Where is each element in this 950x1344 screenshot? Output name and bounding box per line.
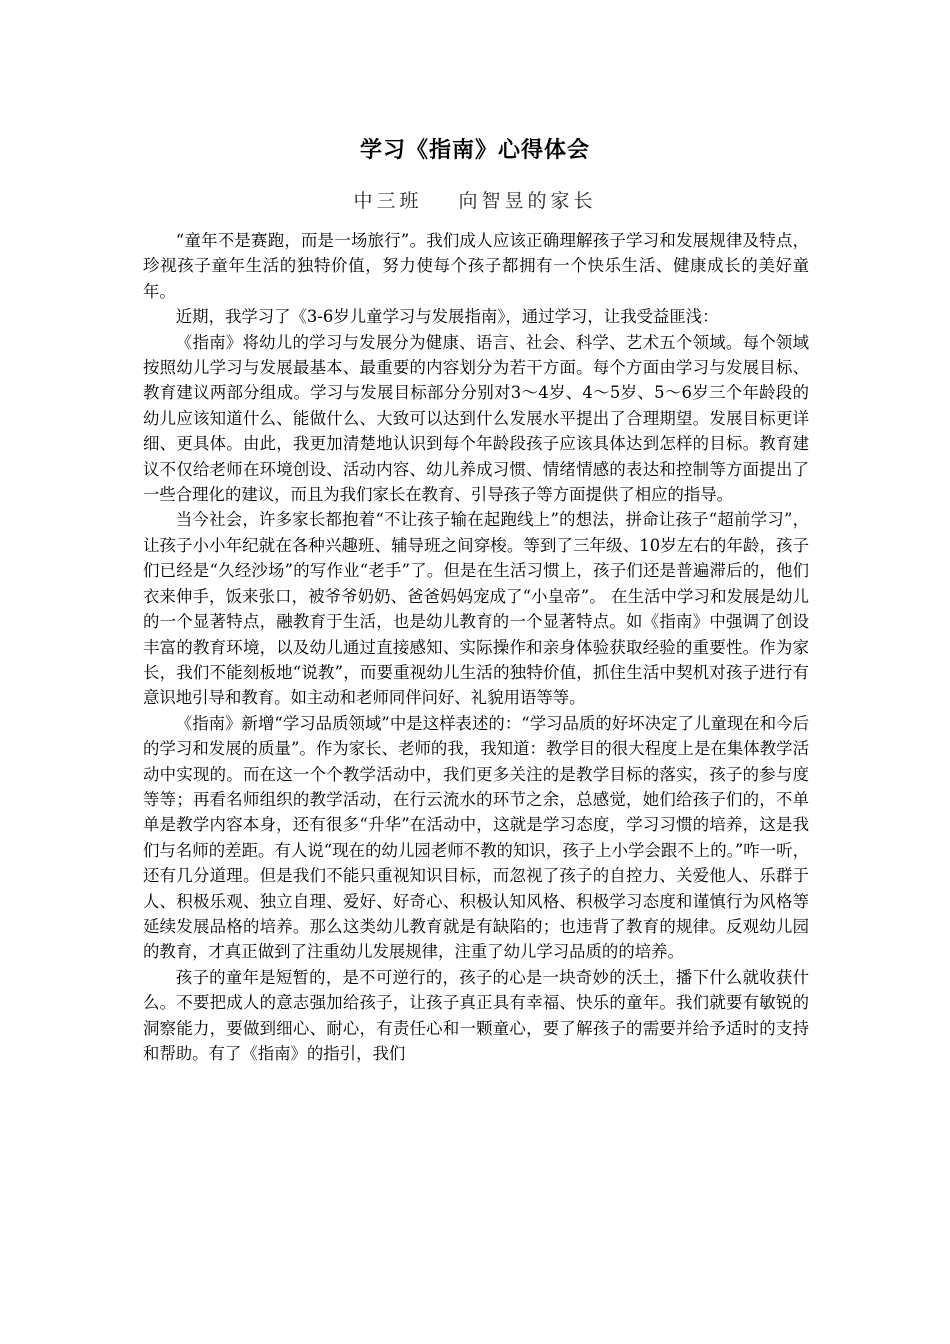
paragraph: 近期，我学习了《3-6岁儿童学习与发展指南》，通过学习，让我受益匪浅： [175,307,719,327]
class-name: 中三班 [353,190,423,212]
paragraph: 孩子的童年是短暂的，是不可逆行的，孩子的心是一块奇妙的沃土，播下什么就收获什么。不要把成人的意志强加给孩子，让孩子真正具有幸福、快乐的童年。我们就要有敏锐的洞察能力，要做到细心、耐心，有责任心和一颗童心，要了解孩子的需要并给予适时的支持和帮助。有了《指南》的指引，我们 [143,967,809,1063]
paragraph: 《指南》将幼儿的学习与发展分为健康、语言、社会、科学、艺术五个领域。每个领域按照幼儿学习与发展最基本、最重要的内容划分为若干方面。每个方面由学习与发展目标、教育建议两部分组成。学习与发展目标部分分别对3～4岁、4～5岁、5～6岁三个年龄段的幼儿应该知道什么、能做什么、大致可以达到什么发展水平提出了合理期望。发展目标更详细、更具体。由此，我更加清楚地认识到每个年龄段孩子应该具体达到怎样的目标。教育建议不仅给老师在环境创设、活动内容、幼儿养成习惯、情绪情感的表达和控制等方面提出了一些合理化的建议，而且为我们家长在教育、引导孩子等方面提供了相应的指导。 [143,332,809,505]
author-name: 向智昱的家长 [458,190,597,212]
paragraph: 当今社会，许多家长都抱着“不让孩子输在起跑线上”的想法，拼命让孩子“超前学习”，让孩子小小年纪就在各种兴趣班、辅导班之间穿梭。等到了三年级、10岁左右的年龄，孩子们已经是“久经沙场”的写作业“老手”了。但是在生活习惯上，孩子们还是普遍滞后的，他们衣来伸手，饭来张口，被爷爷奶奶、爸爸妈妈宠成了“小皇帝”。 在生活中学习和发展是幼儿的一个显著特点，融教育于生活，也是幼儿教育的一个显著特点。如《指南》中强调了创设丰富的教育环境，以及幼儿通过直接感知、实际操作和亲身体验获取经验的重要性。作为家长，我们不能刻板地“说教”，而要重视幼儿生活的独特价值，抓住生活中契机对孩子进行有意识地引导和教育。如主动和老师同伴问好、礼貌用语等等。 [143,510,809,708]
document-body [143,228,809,1066]
paragraph: 《指南》新增“学习品质领域”中是这样表述的：“学习品质的好坏决定了儿童现在和今后的学习和发展的质量”。作为家长、老师的我，我知道：教学目的很大程度上是在集体教学活动中实现的。而在这一个个教学活动中，我们更多关注的是教学目标的落实，孩子的参与度等等；再看名师组织的教学活动，在行云流水的环节之余，总感觉，她们给孩子们的，不单单是教学内容本身，还有很多“升华”在活动中，这就是学习态度，学习习惯的培养，这是我们与名师的差距。有人说“现在的幼儿园老师不教的知识，孩子上小学会跟不上的。”咋一听，还有几分道理。但是我们不能只重视知识目标，而忽视了孩子的自控力、关爱他人、乐群于人、积极乐观、独立自理、爱好、好奇心、积极认知风格、积极学习态度和谨慎行为风格等延续发展品格的培养。那么这类幼儿教育就是有缺陷的；也违背了教育的规律。反观幼儿园的教育，才真正做到了注重幼儿发展规律，注重了幼儿学习品质的的培养。 [143,713,809,962]
paragraph: “童年不是赛跑，而是一场旅行”。我们成人应该正确理解孩子学习和发展规律及特点，珍视孩子童年生活的独特价值，努力使每个孩子都拥有一个快乐生活、健康成长的美好童年。 [143,231,809,301]
author-line [0,187,950,215]
page-title: 学习《指南》心得体会 [359,138,590,163]
